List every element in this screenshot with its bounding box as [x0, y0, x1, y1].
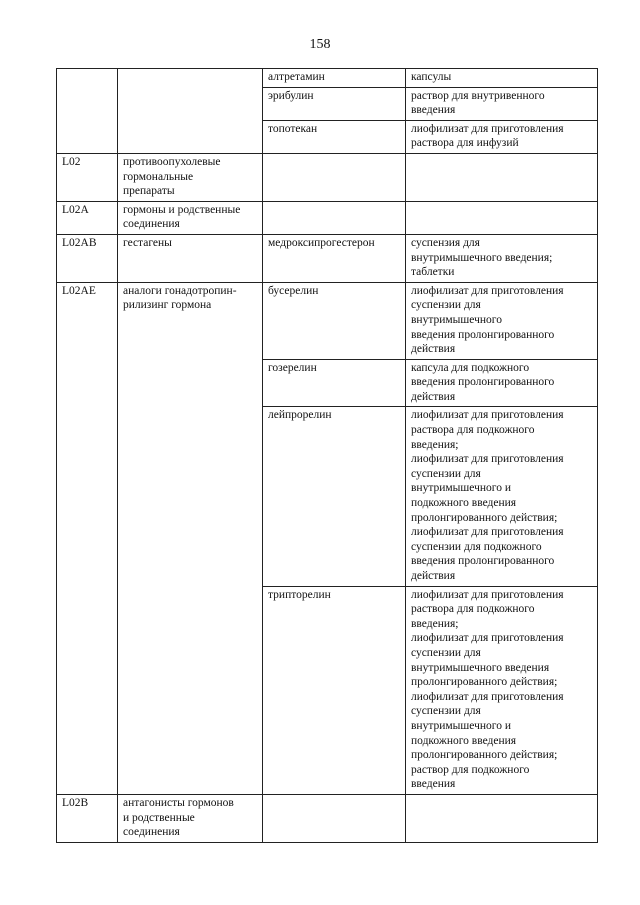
- drug-name-cell: лейпрорелин: [263, 407, 406, 586]
- atc-code-cell: L02AE: [57, 282, 118, 794]
- dosage-form-cell: [406, 153, 598, 201]
- atc-code-cell: L02A: [57, 201, 118, 234]
- drug-name-cell: трипторелин: [263, 586, 406, 794]
- table-row: [57, 234, 598, 282]
- table-row: [57, 69, 598, 88]
- drug-name-cell: [263, 794, 406, 842]
- dosage-form-cell: капсулы: [406, 69, 598, 88]
- drug-table: [56, 68, 598, 843]
- atc-code-cell: [57, 69, 118, 154]
- dosage-form-cell: капсула для подкожного введения пролонгированного действия: [406, 359, 598, 407]
- drug-name-cell: алтретамин: [263, 69, 406, 88]
- table-row: [57, 794, 598, 842]
- dosage-form-cell: суспензия для внутримышечного введения; таблетки: [406, 234, 598, 282]
- group-name-cell: гестагены: [118, 234, 263, 282]
- drug-name-cell: медроксипрогестерон: [263, 234, 406, 282]
- drug-name-cell: гозерелин: [263, 359, 406, 407]
- dosage-form-cell: лиофилизат для приготовления раствора для инфузий: [406, 120, 598, 153]
- drug-name-cell: [263, 201, 406, 234]
- drug-name-cell: эрибулин: [263, 87, 406, 120]
- drug-name-cell: [263, 153, 406, 201]
- dosage-form-cell: [406, 794, 598, 842]
- dosage-form-cell: раствор для внутривенного введения: [406, 87, 598, 120]
- drug-name-cell: топотекан: [263, 120, 406, 153]
- dosage-form-cell: лиофилизат для приготовления раствора для подкожного введения; лиофилизат для приготовления суспензии для внутримышечного и подкожного введения пролонгированного действия; лиофилизат для приготовления суспензии для подкожного введения пролонгированного действия: [406, 407, 598, 586]
- table-row: [57, 201, 598, 234]
- group-name-cell: аналоги гонадотропин- рилизинг гормона: [118, 282, 263, 794]
- group-name-cell: антагонисты гормонов и родственные соединения: [118, 794, 263, 842]
- atc-code-cell: L02: [57, 153, 118, 201]
- atc-code-cell: L02AB: [57, 234, 118, 282]
- group-name-cell: гормоны и родственные соединения: [118, 201, 263, 234]
- table-row: [57, 282, 598, 359]
- group-name-cell: противоопухолевые гормональные препараты: [118, 153, 263, 201]
- group-name-cell: [118, 69, 263, 154]
- drug-name-cell: бусерелин: [263, 282, 406, 359]
- dosage-form-cell: лиофилизат для приготовления суспензии для внутримышечного введения пролонгированного действия: [406, 282, 598, 359]
- dosage-form-cell: [406, 201, 598, 234]
- page-number: 158: [309, 37, 331, 52]
- dosage-form-cell: лиофилизат для приготовления раствора для подкожного введения; лиофилизат для приготовления суспензии для внутримышечного введения пролонгированного действия; лиофилизат для приготовления суспензии для внутримышечного и подкожного введения пролонгированного действия; раствор для подкожного введения: [406, 586, 598, 794]
- atc-code-cell: L02B: [57, 794, 118, 842]
- table-row: [57, 153, 598, 201]
